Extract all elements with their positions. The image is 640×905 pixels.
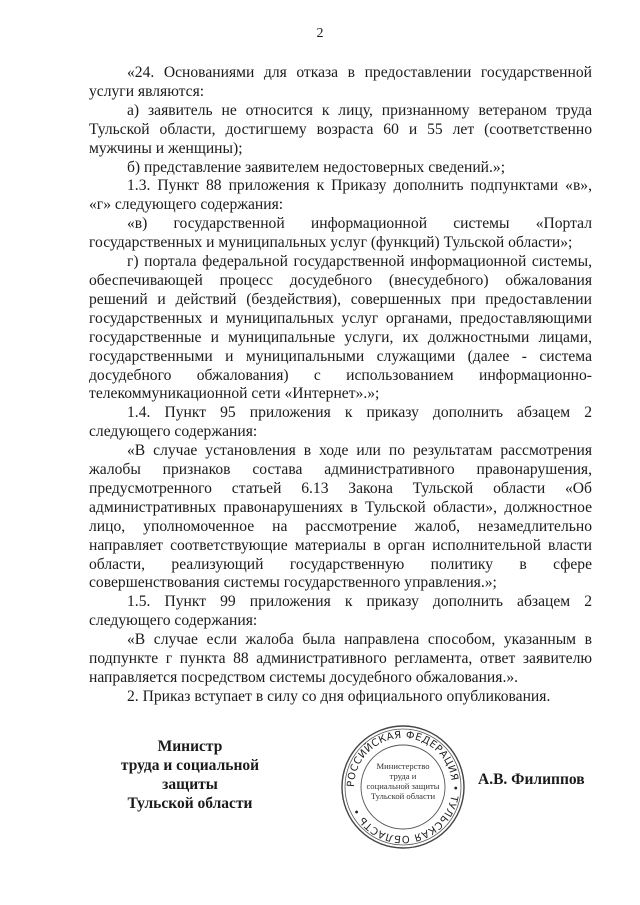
document-body — [89, 64, 592, 707]
seal-inner-line: Министерство — [376, 761, 430, 771]
seal-inner-line: Тульской области — [370, 791, 436, 801]
paragraph: «24. Основаниями для отказа в предоставлении государственной услуги являются: — [89, 64, 592, 100]
paragraph: «В случае если жалоба была направлена способом, указанным в подпункте г пункта 88 административного регламента, ответ заявителю направляется посредством системы досудебного обжалования.». — [89, 631, 592, 686]
paragraph: «В случае установления в ходе или по результатам рассмотрения жалобы признаков состава административного правонарушения, предусмотренного статьей 6.13 Закона Тульской области «Об административных правонарушениях в Тульской области», должностное лицо, уполномоченное на рассмотрение жалоб, незамедлительно направляет соответствующие материалы в орган исполнительной власти области, реализующий государственную политику в сфере совершенствования системы государственного управления.»; — [89, 442, 592, 592]
seal-inner-text — [358, 761, 448, 801]
seal-inner-line: социальной защиты — [366, 781, 440, 791]
signatory-title-line: Министр — [157, 738, 223, 755]
official-seal — [340, 724, 466, 850]
signatory-title — [104, 737, 276, 813]
paragraph: 2. Приказ вступает в силу со дня официального опубликования. — [127, 687, 551, 705]
page-number: 2 — [316, 26, 324, 41]
paragraph: 1.4. Пункт 95 приложения к приказу дополнить абзацем 2 следующего содержания: — [89, 404, 592, 441]
paragraph: г) портала федеральной государственной информационной системы, обеспечивающей процесс досудебного (внесудебного) обжалования решений и действий (бездействия), совершенных при предоставлении государственных и муниципальных услуг органами, предоставляющими государственные и муниципальные услуги, их должностными лицами, государственными и муниципальными служащими (далее - система досудебного обжалования) с использованием информационно-телекоммуникационной сети «Интернет».»; — [89, 253, 592, 403]
signatory-title-line: труда и социальной защиты — [120, 757, 260, 793]
seal-inner-line: труда и — [389, 771, 417, 781]
signatory-title-line: Тульской области — [127, 795, 253, 812]
paragraph: 1.5. Пункт 99 приложения к приказу дополнить абзацем 2 следующего содержания: — [89, 593, 592, 630]
paragraph: а) заявитель не относится к лицу, признанному ветераном труда Тульской области, достигшему возраста 60 и 55 лет (соответственно мужчины и женщины); — [89, 101, 592, 157]
paragraph: «в) государственной информационной системы «Портал государственных и муниципальных услуг (функций) Тульской области»; — [89, 215, 592, 252]
seal-ring-text: РОССИЙСКАЯ ФЕДЕРАЦИЯ • ТУЛЬСКАЯ ОБЛАСТЬ • — [345, 729, 461, 845]
paragraph: б) представление заявителем недостоверных сведений.»; — [127, 158, 506, 176]
signatory-name: А.В. Филиппов — [478, 771, 585, 788]
paragraph: 1.3. Пункт 88 приложения к Приказу дополнить подпунктами «в», «г» следующего содержания: — [89, 177, 592, 214]
